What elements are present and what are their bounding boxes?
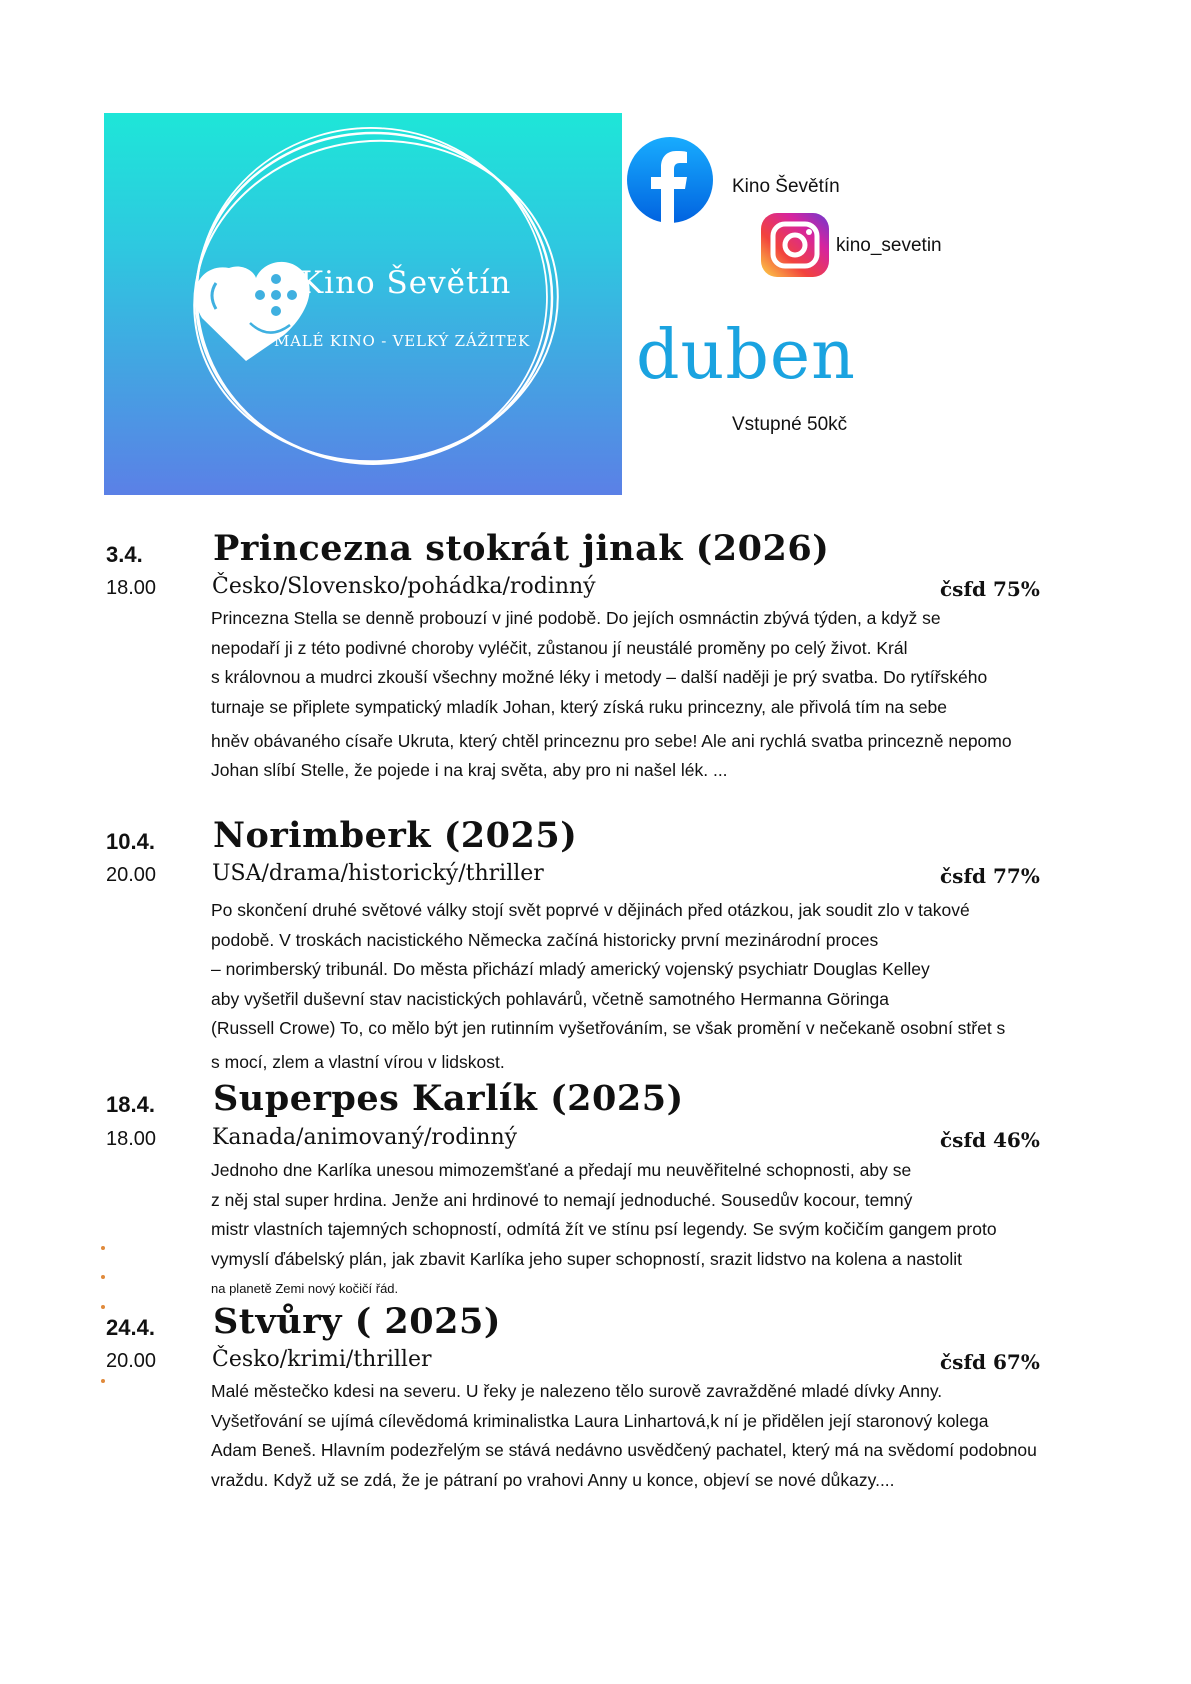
bullet-dot bbox=[101, 1379, 105, 1383]
logo-title: Kino Ševětín bbox=[300, 265, 512, 301]
description-line: podobě. V troskách nacistického Německa začíná historicky první mezinárodní proces bbox=[211, 929, 879, 950]
movie-description bbox=[211, 604, 1041, 786]
description-line: Vyšetřování se ujímá cílevědomá kriminalistka Laura Linhartová,k ní je přidělen její staronový kolega bbox=[211, 1410, 989, 1431]
movie-title: Stvůry ( 2025) bbox=[213, 1301, 501, 1342]
movie-genre: Česko/Slovensko/pohádka/rodinný bbox=[212, 574, 596, 599]
csfd-rating: čsfd 77% bbox=[940, 864, 1040, 888]
bullet-dot bbox=[101, 1246, 105, 1250]
movie-description bbox=[211, 1377, 1041, 1495]
screening-time: 18.00 bbox=[106, 1128, 157, 1150]
csfd-rating: čsfd 46% bbox=[940, 1128, 1040, 1152]
facebook-icon[interactable] bbox=[624, 137, 716, 223]
description-line: (Russell Crowe) To, co mělo být jen rutinním vyšetřováním, se však promění v nečekaně osobní střet s bbox=[211, 1018, 1006, 1038]
screening-time: 20.00 bbox=[106, 864, 157, 886]
description-line: Malé městečko kdesi na severu. U řeky je nalezeno tělo surově zavražděné mladé dívky Anny. bbox=[211, 1381, 943, 1401]
description-line: Jednoho dne Karlíka unesou mimozemšťané a předají mu neuvěřitelné schopnosti, aby se bbox=[211, 1160, 912, 1180]
description-line: vraždu. Když už se zdá, že je pátraní po vrahovi Anny u konce, objeví se nové důkazy.... bbox=[211, 1469, 895, 1490]
description-line: vymyslí ďábelský plán, jak zbavit Karlíka jeho super schopností, srazit lidstvo na kolena a nastolit bbox=[211, 1248, 962, 1269]
csfd-rating: čsfd 67% bbox=[940, 1350, 1040, 1374]
csfd-rating: čsfd 75% bbox=[940, 577, 1040, 601]
instagram-label[interactable]: kino_sevetin bbox=[836, 235, 942, 256]
description-line: nepodaří ji z této podivné choroby vyléčit, zůstanou jí neustálé proměny po celý život. Král bbox=[211, 637, 908, 658]
description-line: – norimberský tribunál. Do města přichází mladý americký vojenský psychiatr Douglas Kelley bbox=[211, 959, 930, 979]
screening-time: 18.00 bbox=[106, 577, 157, 599]
movie-description bbox=[211, 1156, 1041, 1304]
screening-date: 24.4. bbox=[106, 1315, 155, 1340]
movie-genre: Kanada/animovaný/rodinný bbox=[212, 1125, 518, 1150]
screening-date: 10.4. bbox=[106, 829, 155, 854]
description-line: Johan slíbí Stelle, že pojede i na kraj světa, aby pro ni našel lék. ... bbox=[211, 760, 728, 780]
description-line: Adam Beneš. Hlavním podezřelým se stává nedávno usvědčený pachatel, který má na svědomí podobnou bbox=[211, 1440, 1037, 1460]
bullet-dot bbox=[101, 1305, 105, 1309]
description-line: s mocí, zlem a vlastní vírou v lidskost. bbox=[211, 1052, 505, 1072]
movie-description bbox=[211, 896, 1041, 1078]
logo-circles-icon bbox=[104, 113, 622, 495]
facebook-label[interactable]: Kino Ševětín bbox=[732, 176, 840, 197]
admission-price: Vstupné 50kč bbox=[732, 414, 848, 435]
description-line: aby vyšetřil duševní stav nacistických pohlavárů, včetně samotného Hermanna Göringa bbox=[211, 988, 889, 1009]
movie-genre: Česko/krimi/thriller bbox=[212, 1347, 432, 1372]
description-line: Po skončení druhé světové války stojí svět poprvé v dějinách před otázkou, jak soudit zlo v takové bbox=[211, 900, 970, 920]
instagram-icon[interactable] bbox=[760, 212, 830, 278]
description-line: s královnou a mudrci zkouší všechny možné léky i metody – další naději je prý svatba. Do rytířského bbox=[211, 667, 988, 687]
logo-tagline: MALÉ KINO - VELKÝ ZÁŽITEK bbox=[274, 332, 531, 350]
description-line: Princezna Stella se denně probouzí v jiné podobě. Do jejích osmnáctin zbývá týden, a když se bbox=[211, 608, 941, 628]
month-heading: duben bbox=[636, 316, 856, 395]
movie-title: Superpes Karlík (2025) bbox=[213, 1078, 684, 1119]
description-line: hněv obávaného císaře Ukruta, který chtěl princeznu pro sebe! Ale ani rychlá svatba princezně nepomo bbox=[211, 731, 1012, 751]
movie-title: Norimberk (2025) bbox=[213, 815, 578, 856]
screening-date: 18.4. bbox=[106, 1092, 155, 1117]
screening-time: 20.00 bbox=[106, 1350, 157, 1372]
description-line: mistr vlastních tajemných schopností, odmítá žít ve stínu psí legendy. Se svým kočičím gangem proto bbox=[211, 1219, 997, 1239]
screening-date: 3.4. bbox=[106, 542, 143, 567]
bullet-dot bbox=[101, 1275, 105, 1279]
description-line: na planetě Zemi nový kočičí řád. bbox=[211, 1281, 399, 1296]
movie-genre: USA/drama/historický/thriller bbox=[212, 861, 544, 886]
cinema-logo bbox=[104, 113, 622, 495]
description-line: z něj stal super hrdina. Jenže ani hrdinové to nemají jednoduché. Sousedův kocour, temný bbox=[211, 1189, 913, 1210]
description-line: turnaje se připlete sympatický mladík Johan, který získá ruku princezny, ale přivolá tím na sebe bbox=[211, 696, 947, 717]
movie-title: Princezna stokrát jinak (2026) bbox=[213, 528, 830, 569]
